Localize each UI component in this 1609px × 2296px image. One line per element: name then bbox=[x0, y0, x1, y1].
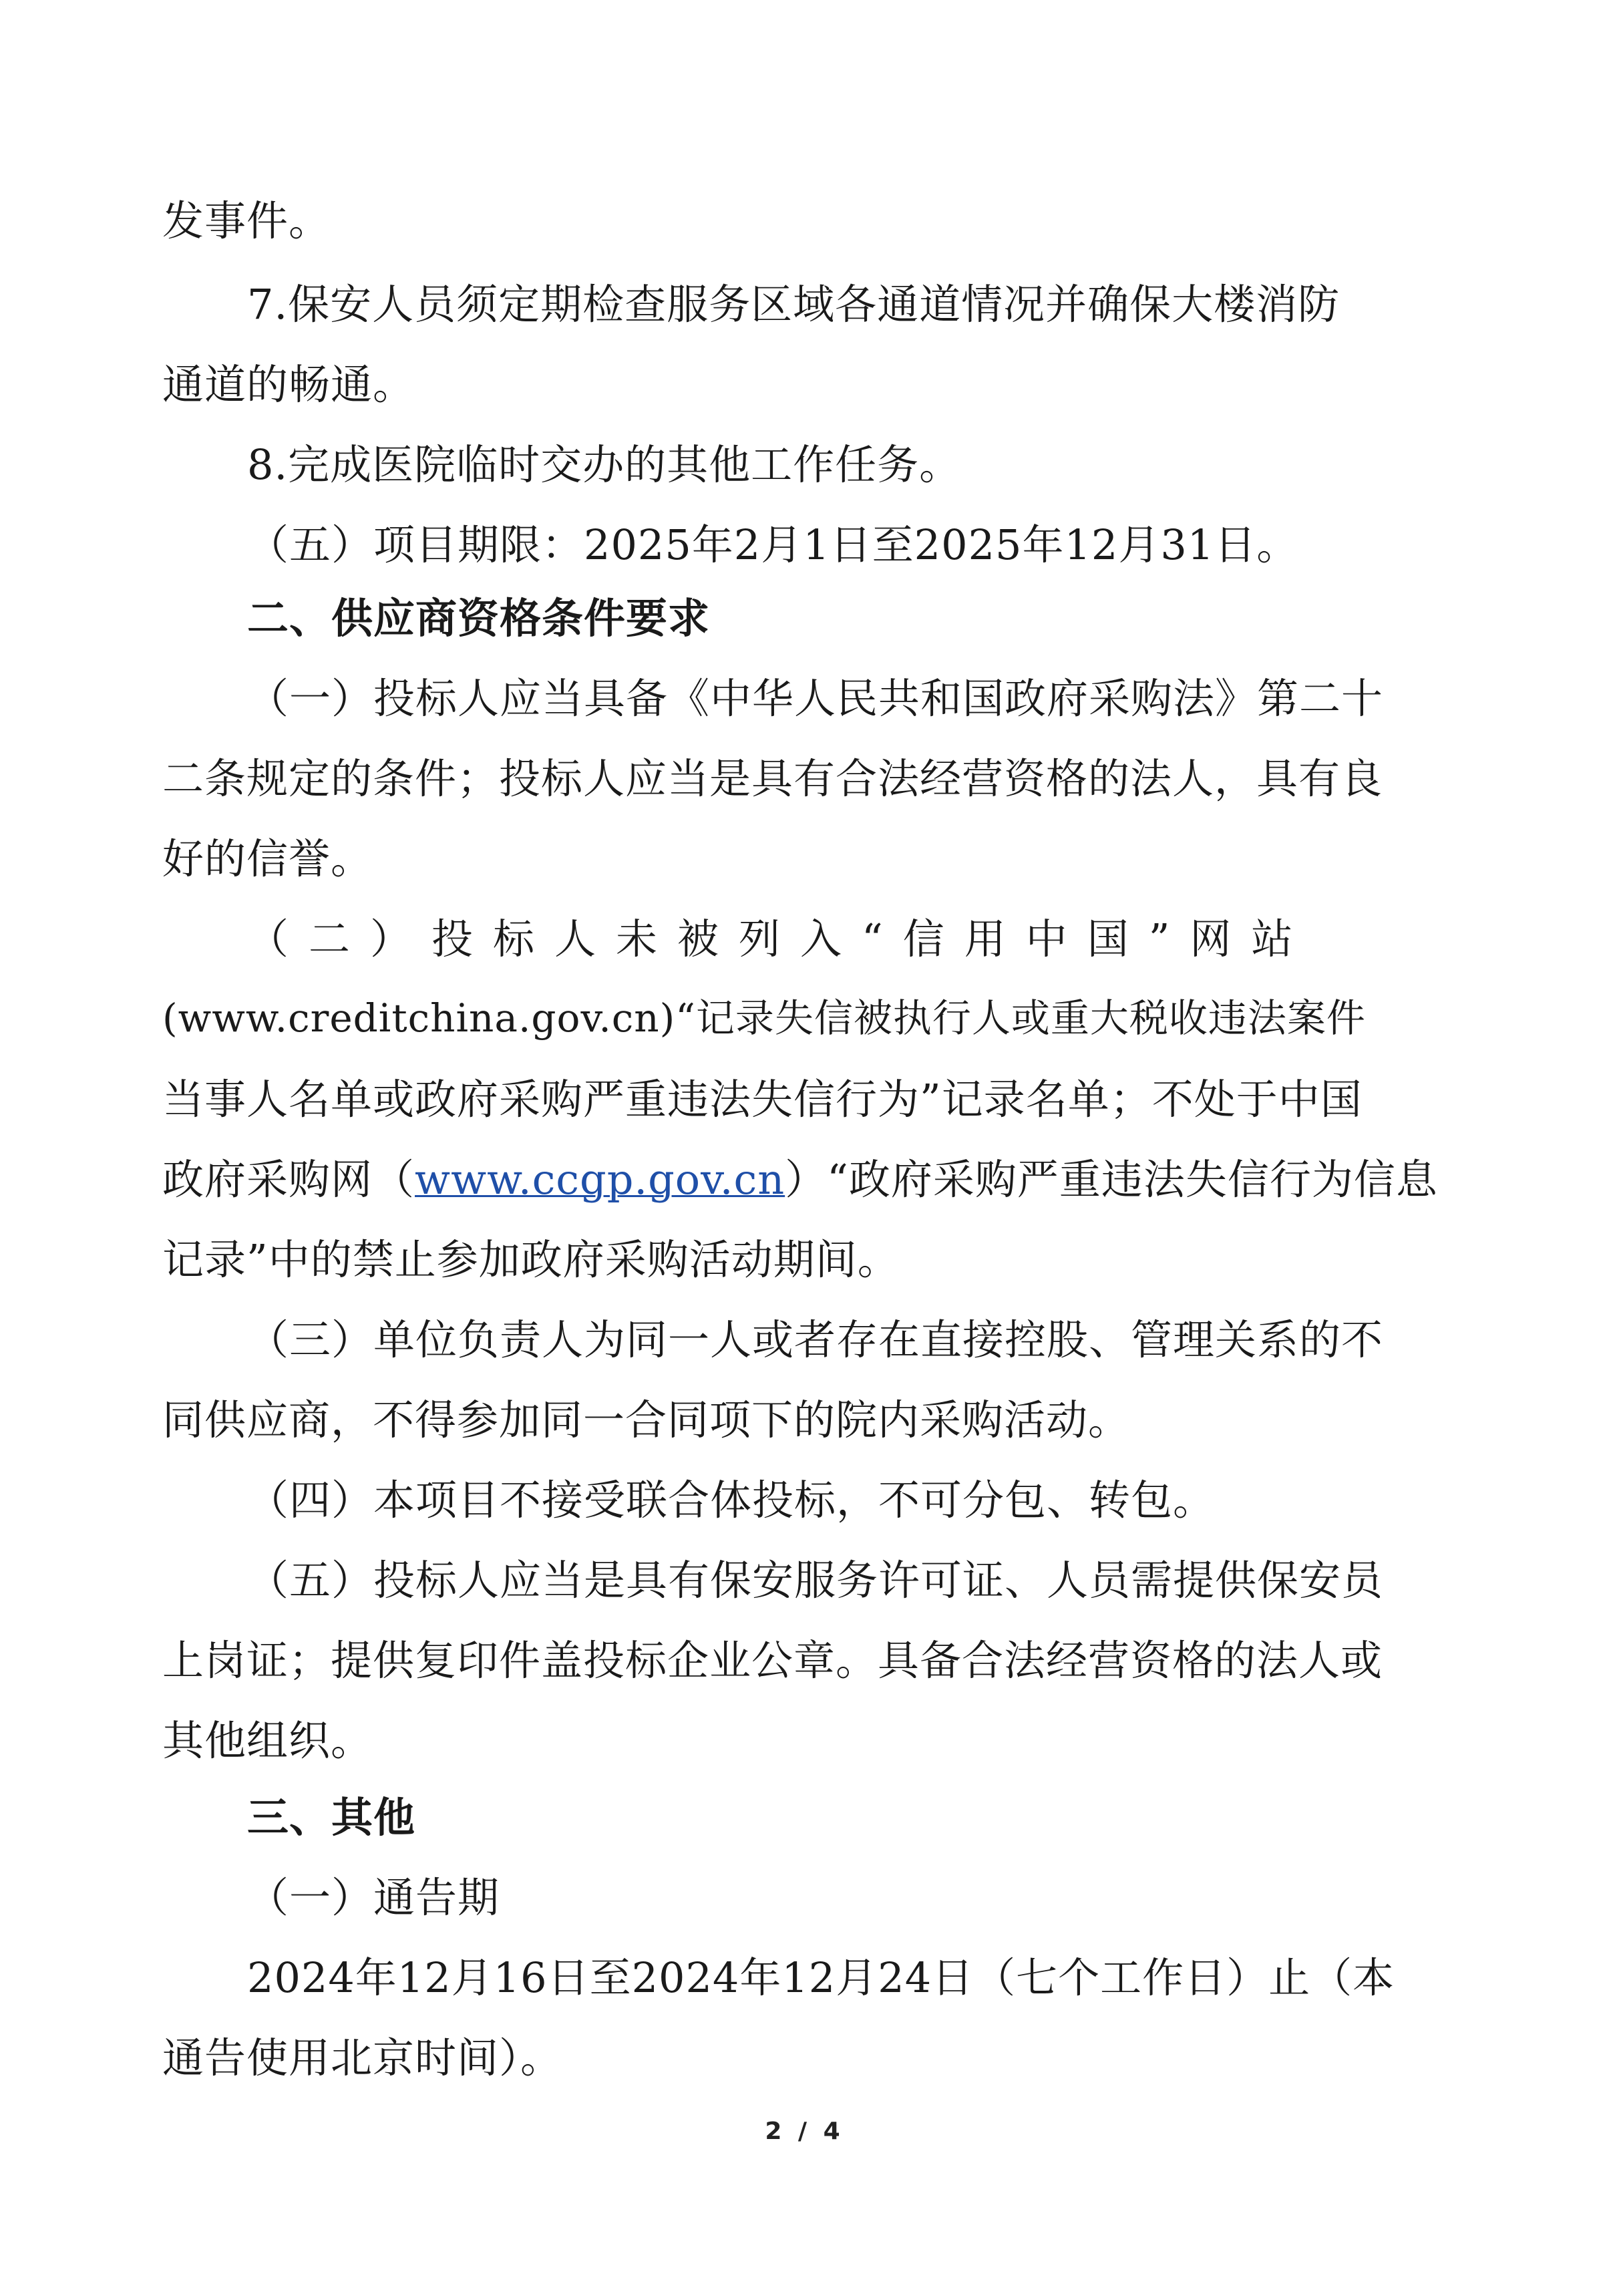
text-segment: ）“政府采购严重违法失信行为信息 bbox=[785, 1155, 1438, 1204]
text-line: 记录”中的禁止参加政府采购活动期间。 bbox=[162, 1235, 900, 1284]
text-line: 同供应商，不得参加同一合同项下的院内采购活动。 bbox=[162, 1396, 1131, 1444]
section-heading: 二、供应商资格条件要求 bbox=[247, 594, 711, 643]
text-line: （一）通告期 bbox=[247, 1873, 500, 1922]
text-line: 通告使用北京时间）。 bbox=[162, 2033, 563, 2082]
text-line: 当事人名单或政府采购严重违法失信行为”记录名单；不处于中国 bbox=[162, 1075, 1363, 1124]
text-line: 二条规定的条件；投标人应当是具有合法经营资格的法人，具有良 bbox=[162, 754, 1383, 803]
text-line: （二）投标人未被列入“信用中国”网站 bbox=[247, 915, 1313, 963]
text-line: 上岗证；提供复印件盖投标企业公章。具备合法经营资格的法人或 bbox=[162, 1636, 1383, 1685]
section-heading: 三、其他 bbox=[247, 1793, 416, 1842]
text-line: （三）单位负责人为同一人或者存在直接控股、管理关系的不 bbox=[247, 1315, 1384, 1364]
text-line: （五）投标人应当是具有保安服务许可证、人员需提供保安员 bbox=[247, 1556, 1384, 1605]
text-line-with-link bbox=[162, 1155, 1438, 1204]
text-line: 好的信誉。 bbox=[162, 834, 373, 883]
text-line: 通道的畅通。 bbox=[162, 360, 415, 409]
text-segment: 政府采购网（ bbox=[162, 1155, 415, 1204]
text-line: （一）投标人应当具备《中华人民共和国政府采购法》第二十 bbox=[247, 674, 1384, 723]
text-line: 8.完成医院临时交办的其他工作任务。 bbox=[247, 440, 962, 489]
text-line: 发事件。 bbox=[162, 196, 331, 245]
text-line: (www.creditchina.gov.cn)“记录失信被执行人或重大税收违法案件 bbox=[162, 995, 1366, 1041]
text-line: 7.保安人员须定期检查服务区域各通道情况并确保大楼消防 bbox=[247, 280, 1340, 329]
text-line: （五）项目期限：2025年2月1日至2025年12月31日。 bbox=[247, 520, 1299, 569]
ccgp-link[interactable]: www.ccgp.gov.cn bbox=[415, 1155, 785, 1204]
text-line: 其他组织。 bbox=[162, 1716, 373, 1765]
text-line: 2024年12月16日至2024年12月24日（七个工作日）止（本 bbox=[247, 1953, 1395, 2002]
text-line: （四）本项目不接受联合体投标，不可分包、转包。 bbox=[247, 1476, 1216, 1524]
page-number: 2 / 4 bbox=[765, 2118, 844, 2145]
